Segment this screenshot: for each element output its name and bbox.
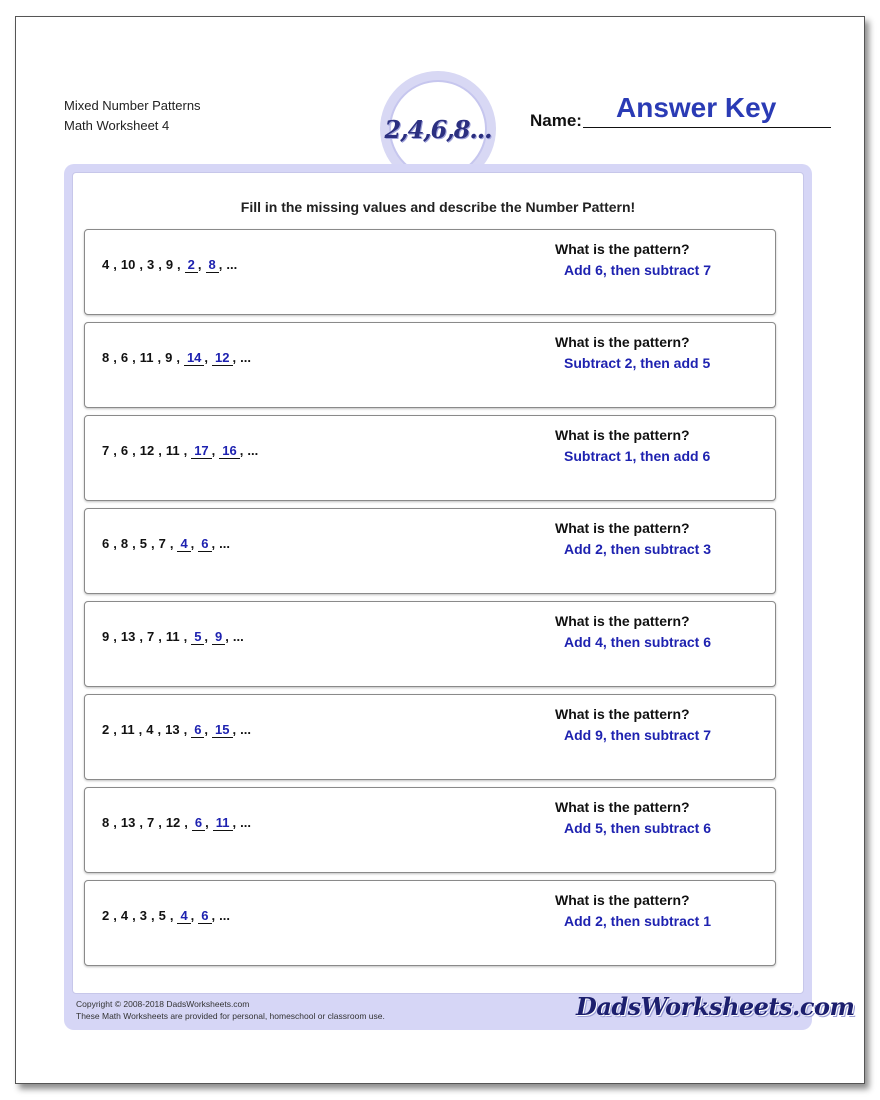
sequence-term: 6 [120, 350, 129, 365]
pattern-answer[interactable]: Add 6, then subtract 7 [564, 262, 712, 278]
problem-box [84, 322, 776, 408]
sequence-term: 12 [139, 443, 155, 458]
sequence-term: 4 [146, 722, 154, 737]
number-sequence [102, 722, 255, 738]
comma: , [113, 815, 117, 830]
name-line [583, 127, 831, 128]
comma: , [132, 536, 136, 551]
sequence-term: 9 [165, 257, 174, 272]
comma: , [169, 908, 174, 923]
answer-blank[interactable]: 6 [198, 536, 211, 552]
comma: , [239, 443, 244, 458]
answer-blank[interactable]: 11 [213, 815, 233, 831]
problem-box [84, 694, 776, 780]
ellipsis: ... [226, 257, 238, 272]
comma: , [150, 908, 155, 923]
comma: , [218, 257, 223, 272]
number-sequence [102, 536, 234, 552]
pattern-answer[interactable]: Add 2, then subtract 1 [564, 913, 712, 929]
pattern-answer[interactable]: Subtract 1, then add 6 [564, 448, 711, 464]
pattern-answer[interactable]: Add 4, then subtract 6 [564, 634, 712, 650]
title-line-1: Mixed Number Patterns [64, 98, 201, 113]
comma: , [232, 815, 237, 830]
worksheet-content [72, 172, 804, 994]
number-sequence [102, 443, 262, 459]
comma: , [158, 443, 162, 458]
number-sequence [102, 815, 255, 831]
comma: , [197, 257, 202, 272]
sequence-term: 13 [120, 815, 136, 830]
pattern-answer[interactable]: Add 5, then subtract 6 [564, 820, 712, 836]
pattern-question: What is the pattern? [555, 334, 690, 350]
problem-box [84, 601, 776, 687]
comma: , [183, 722, 188, 737]
brand-logo: DadsWorksheets.com [576, 992, 855, 1021]
comma: , [150, 536, 155, 551]
sequence-term: 7 [146, 629, 155, 644]
sequence-term: 11 [120, 722, 135, 737]
answer-blank[interactable]: 4 [177, 908, 190, 924]
problem-box [84, 508, 776, 594]
ellipsis: ... [219, 536, 230, 551]
comma: , [183, 443, 188, 458]
pattern-question: What is the pattern? [555, 613, 690, 629]
comma: , [113, 722, 117, 737]
sequence-term: 9 [165, 350, 173, 365]
sequence-term: 13 [120, 629, 136, 644]
number-sequence [102, 257, 241, 273]
sequence-term: 4 [120, 908, 129, 923]
pattern-question: What is the pattern? [555, 706, 690, 722]
number-sequence [102, 908, 234, 924]
comma: , [169, 536, 174, 551]
comma: , [113, 536, 117, 551]
sequence-term: 2 [102, 722, 110, 737]
answer-blank[interactable]: 8 [206, 257, 219, 273]
sequence-term: 5 [139, 536, 147, 551]
comma: , [132, 443, 136, 458]
problem-box [84, 229, 776, 315]
comma: , [205, 815, 209, 830]
comma: , [183, 629, 188, 644]
sequence-term: 2 [102, 908, 110, 923]
comma: , [139, 629, 143, 644]
ellipsis: ... [247, 443, 259, 458]
sequence-term: 11 [165, 443, 180, 458]
number-sequence [102, 629, 248, 645]
comma: , [190, 908, 195, 923]
ellipsis: ... [240, 350, 251, 365]
sequence-term: 6 [102, 536, 110, 551]
ellipsis: ... [240, 815, 251, 830]
sequence-term: 7 [146, 815, 155, 830]
comma: , [211, 908, 216, 923]
comma: , [113, 350, 117, 365]
sequence-term: 10 [120, 257, 136, 272]
comma: , [190, 536, 195, 551]
comma: , [132, 908, 136, 923]
problem-box [84, 415, 776, 501]
sequence-term: 3 [146, 257, 155, 272]
answer-blank[interactable]: 2 [185, 257, 198, 273]
comma: , [158, 257, 162, 272]
title-line-2: Math Worksheet 4 [64, 118, 170, 133]
comma: , [138, 722, 143, 737]
comma: , [232, 350, 237, 365]
answer-blank[interactable]: 12 [212, 350, 232, 366]
comma: , [204, 722, 209, 737]
comma: , [176, 350, 180, 365]
sequence-term: 5 [158, 908, 166, 923]
answer-blank[interactable]: 15 [212, 722, 232, 738]
comma: , [211, 443, 216, 458]
worksheet-title [64, 96, 201, 136]
answer-blank[interactable]: 5 [191, 629, 204, 645]
answer-blank[interactable]: 16 [219, 443, 239, 459]
sequence-term: 12 [165, 815, 181, 830]
pattern-question: What is the pattern? [555, 892, 690, 908]
comma: , [204, 629, 209, 644]
comma: , [113, 443, 117, 458]
comma: , [132, 350, 136, 365]
sequence-term: 7 [102, 443, 110, 458]
answer-blank[interactable]: 6 [192, 815, 205, 831]
sequence-term: 7 [158, 536, 166, 551]
answer-blank[interactable]: 9 [212, 629, 225, 645]
problem-box [84, 787, 776, 873]
sequence-term: 3 [139, 908, 147, 923]
pattern-answer[interactable]: Add 9, then subtract 7 [564, 727, 712, 743]
pattern-answer[interactable]: Subtract 2, then add 5 [564, 355, 711, 371]
comma: , [158, 815, 162, 830]
sequence-term: 11 [165, 629, 180, 644]
sequence-term: 9 [102, 629, 110, 644]
comma: , [157, 350, 162, 365]
comma: , [113, 908, 117, 923]
pattern-question: What is the pattern? [555, 241, 690, 257]
ellipsis: ... [219, 908, 230, 923]
answer-blank[interactable]: 6 [198, 908, 211, 924]
comma: , [184, 815, 188, 830]
sequence-term: 8 [102, 815, 110, 830]
ellipsis: ... [232, 629, 244, 644]
comma: , [113, 257, 117, 272]
answer-blank[interactable]: 14 [184, 350, 204, 366]
comma: , [204, 350, 209, 365]
comma: , [139, 257, 143, 272]
worksheet-frame [64, 164, 855, 1030]
copyright-text: Copyright © 2008-2018 DadsWorksheets.com [76, 999, 250, 1009]
footer-copyright [76, 998, 385, 1022]
instructions: Fill in the missing values and describe the Number Pattern! [240, 199, 636, 215]
answer-blank[interactable]: 6 [191, 722, 204, 738]
problem-box [84, 880, 776, 966]
comma: , [158, 629, 162, 644]
comma: , [225, 629, 229, 644]
answer-key-text: Answer Key [616, 92, 777, 123]
comma: , [113, 629, 117, 644]
name-label: Name: [530, 111, 582, 130]
sequence-term: 13 [165, 722, 180, 737]
sequence-term: 8 [102, 350, 110, 365]
sequence-term: 11 [139, 350, 154, 365]
comma: , [139, 815, 143, 830]
ellipsis: ... [240, 722, 251, 737]
pattern-question: What is the pattern? [555, 427, 690, 443]
answer-blank[interactable]: 4 [177, 536, 190, 552]
comma: , [177, 257, 181, 272]
number-sequence [102, 350, 255, 366]
comma: , [211, 536, 216, 551]
sequence-term: 6 [120, 443, 129, 458]
sequence-term: 4 [102, 257, 110, 272]
answer-blank[interactable]: 17 [191, 443, 211, 459]
pattern-question: What is the pattern? [555, 520, 690, 536]
logo-text: 2,4,6,8... [384, 114, 492, 144]
comma: , [157, 722, 162, 737]
sequence-term: 8 [120, 536, 129, 551]
pattern-answer[interactable]: Add 2, then subtract 3 [564, 541, 712, 557]
comma: , [232, 722, 237, 737]
pattern-question: What is the pattern? [555, 799, 690, 815]
usage-notice: These Math Worksheets are provided for personal, homeschool or classroom use. [76, 1011, 385, 1021]
